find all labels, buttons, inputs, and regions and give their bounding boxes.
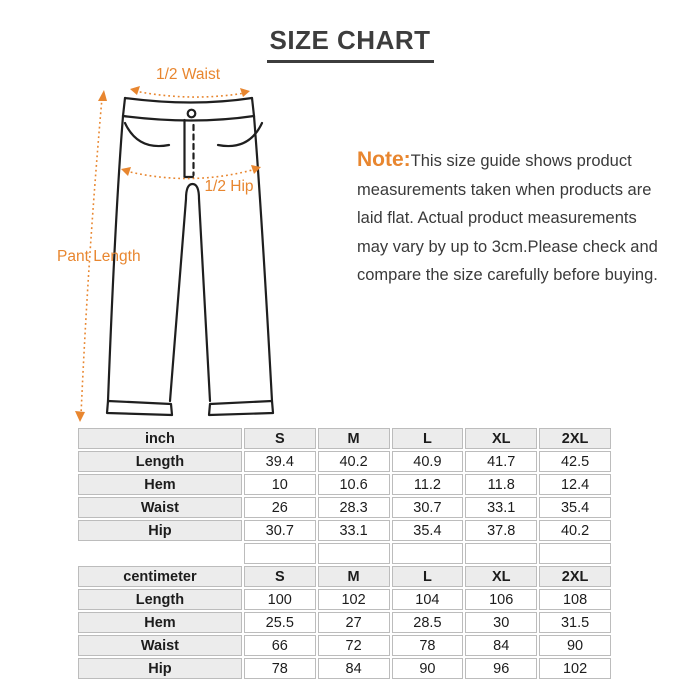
row-label-cell: Length xyxy=(78,451,242,472)
value-cell: 96 xyxy=(465,658,537,679)
value-cell: 26 xyxy=(244,497,316,518)
table-row xyxy=(78,635,611,656)
value-cell: 10.6 xyxy=(318,474,390,495)
table-row xyxy=(78,612,611,633)
half-waist-label: 1/2 Waist xyxy=(155,66,221,83)
page-title: SIZE CHART xyxy=(267,25,434,63)
inner-seams-crotch xyxy=(170,184,210,401)
value-cell: 40.2 xyxy=(318,451,390,472)
table-row xyxy=(78,474,611,495)
value-cell: 42.5 xyxy=(539,451,611,472)
right-outer-seam xyxy=(254,116,272,401)
value-cell: 78 xyxy=(244,658,316,679)
size-header-cell: M xyxy=(318,428,390,449)
length-arrowhead-bottom-icon xyxy=(75,411,85,422)
waist-arrowhead-right-icon xyxy=(240,88,250,97)
waist-measure-arrow xyxy=(135,91,245,97)
size-header-cell: XL xyxy=(465,428,537,449)
left-hem-cuff xyxy=(107,401,172,415)
note-line: may vary by up to 3cm.Please check and xyxy=(357,237,658,256)
table-row xyxy=(78,497,611,518)
note-line: laid flat. Actual product measurements xyxy=(357,209,637,228)
value-cell: 90 xyxy=(539,635,611,656)
size-header-cell: L xyxy=(392,428,464,449)
size-header-cell: S xyxy=(244,566,316,587)
value-cell: 84 xyxy=(465,635,537,656)
spacer-cell xyxy=(392,543,464,564)
value-cell: 66 xyxy=(244,635,316,656)
pant-length-label: Pant Length xyxy=(57,248,141,265)
value-cell: 40.9 xyxy=(392,451,464,472)
note-label: Note: xyxy=(357,148,411,171)
value-cell: 33.1 xyxy=(318,520,390,541)
value-cell: 33.1 xyxy=(465,497,537,518)
row-label-cell: Hip xyxy=(78,520,242,541)
pants-measurement-diagram xyxy=(55,57,337,429)
size-header-cell: S xyxy=(244,428,316,449)
note-text: This size guide shows product xyxy=(410,152,632,170)
centimeter-header-row xyxy=(78,566,611,587)
spacer-cell xyxy=(539,543,611,564)
value-cell: 28.5 xyxy=(392,612,464,633)
value-cell: 30.7 xyxy=(392,497,464,518)
value-cell: 30.7 xyxy=(244,520,316,541)
value-cell: 27 xyxy=(318,612,390,633)
value-cell: 41.7 xyxy=(465,451,537,472)
unit-cell: centimeter xyxy=(78,566,242,587)
table-row xyxy=(78,589,611,610)
unit-cell: inch xyxy=(78,428,242,449)
size-chart-table xyxy=(76,426,613,681)
waistband-top-line xyxy=(125,98,252,103)
value-cell: 25.5 xyxy=(244,612,316,633)
row-label-cell: Length xyxy=(78,589,242,610)
size-header-cell: 2XL xyxy=(539,566,611,587)
spacer-row xyxy=(78,543,611,564)
value-cell: 100 xyxy=(244,589,316,610)
value-cell: 102 xyxy=(539,658,611,679)
value-cell: 72 xyxy=(318,635,390,656)
value-cell: 31.5 xyxy=(539,612,611,633)
fly-solid-line xyxy=(185,120,194,177)
value-cell: 40.2 xyxy=(539,520,611,541)
row-label-cell: Hem xyxy=(78,474,242,495)
value-cell: 84 xyxy=(318,658,390,679)
size-header-cell: 2XL xyxy=(539,428,611,449)
hip-arrowhead-right-icon xyxy=(251,165,261,174)
right-hem-cuff xyxy=(209,401,273,415)
value-cell: 11.8 xyxy=(465,474,537,495)
spacer-cell xyxy=(318,543,390,564)
table-row xyxy=(78,658,611,679)
hip-arrowhead-left-icon xyxy=(121,167,131,176)
waist-arrowhead-left-icon xyxy=(130,86,140,95)
button-icon xyxy=(188,110,196,118)
length-arrowhead-top-icon xyxy=(98,90,107,101)
note-line: compare the size carefully before buying. xyxy=(357,266,658,285)
value-cell: 37.8 xyxy=(465,520,537,541)
table-row xyxy=(78,520,611,541)
left-pocket-curve xyxy=(125,123,169,146)
size-header-cell: M xyxy=(318,566,390,587)
waistband-left-edge xyxy=(123,98,125,116)
value-cell: 30 xyxy=(465,612,537,633)
value-cell: 35.4 xyxy=(392,520,464,541)
row-label-cell: Hem xyxy=(78,612,242,633)
note-line: measurements taken when products are xyxy=(357,180,652,199)
value-cell: 78 xyxy=(392,635,464,656)
spacer-cell xyxy=(78,543,242,564)
size-header-cell: L xyxy=(392,566,464,587)
value-cell: 35.4 xyxy=(539,497,611,518)
value-cell: 11.2 xyxy=(392,474,464,495)
value-cell: 106 xyxy=(465,589,537,610)
note-line xyxy=(357,146,697,176)
row-label-cell: Waist xyxy=(78,635,242,656)
table-row xyxy=(78,451,611,472)
value-cell: 108 xyxy=(539,589,611,610)
note-block xyxy=(357,146,697,290)
value-cell: 39.4 xyxy=(244,451,316,472)
value-cell: 10 xyxy=(244,474,316,495)
row-label-cell: Hip xyxy=(78,658,242,679)
size-header-cell: XL xyxy=(465,566,537,587)
value-cell: 104 xyxy=(392,589,464,610)
row-label-cell: Waist xyxy=(78,497,242,518)
spacer-cell xyxy=(244,543,316,564)
value-cell: 90 xyxy=(392,658,464,679)
inch-header-row xyxy=(78,428,611,449)
spacer-cell xyxy=(465,543,537,564)
value-cell: 28.3 xyxy=(318,497,390,518)
half-hip-label: 1/2 Hip xyxy=(204,178,254,195)
waistband-right-edge xyxy=(252,98,254,116)
value-cell: 12.4 xyxy=(539,474,611,495)
value-cell: 102 xyxy=(318,589,390,610)
